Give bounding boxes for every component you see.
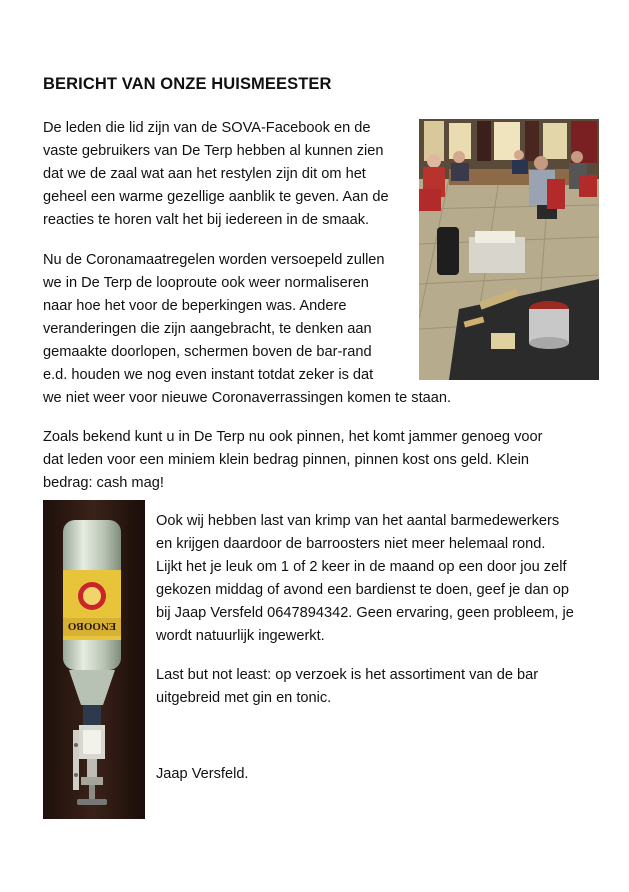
- paragraph-4-line: en krijgen daardoor de barroosters niet meer helemaal rond.: [156, 536, 546, 552]
- paragraph-2-line: we in De Terp de looproute ook weer normaliseren: [43, 275, 369, 291]
- page-title: BERICHT VAN ONZE HUISMEESTER: [43, 75, 332, 93]
- paragraph-4-line: bij Jaap Versfeld 0647894342. Geen ervaring, geen probleem, je: [156, 605, 574, 621]
- paragraph-2-line: e.d. houden we nog even instant totdat zeker is dat: [43, 367, 374, 383]
- signature: Jaap Versfeld.: [156, 766, 249, 782]
- paragraph-2-line: gemaakte doorlopen, schermen boven de bar-rand: [43, 344, 372, 360]
- paragraph-3-line: Zoals bekend kunt u in De Terp nu ook pinnen, het komt jammer genoeg voor: [43, 429, 543, 445]
- paragraph-1-line: vaste gebruikers van De Terp hebben al kunnen zien: [43, 143, 384, 159]
- paragraph-4-line: gekozen middag of avond een bardienst te doen, geef je dan op: [156, 582, 569, 598]
- paragraph-1-line: De leden die lid zijn van de SOVA-Facebook en de: [43, 120, 371, 136]
- paragraph-4-line: Lijkt het je leuk om 1 of 2 keer in de maand op een door jou zelf: [156, 559, 567, 575]
- paragraph-5-line: Last but not least: op verzoek is het assortiment van de bar: [156, 667, 539, 683]
- paragraph-3-line: dat leden voor een miniem klein bedrag pinnen, pinnen kost ons geld. Klein: [43, 452, 529, 468]
- paragraph-3-line: bedrag: cash mag!: [43, 475, 164, 491]
- paragraph-4-line: wordt natuurlijk ingewerkt.: [156, 628, 325, 644]
- paragraph-2-line: we niet weer voor nieuwe Coronaverrassingen komen te staan.: [43, 390, 452, 406]
- room-photo: [419, 119, 599, 380]
- paragraph-2-line: veranderingen die zijn aangebracht, te denken aan: [43, 321, 372, 337]
- paragraph-2-line: naar hoe het voor de beperkingen was. Andere: [43, 298, 347, 314]
- paragraph-5-line: uitgebreid met gin en tonic.: [156, 690, 332, 706]
- bottle-label: ENOOBO: [67, 620, 117, 632]
- paragraph-1-line: geheel een warme gezellige aanblik te geven. Aan de: [43, 189, 389, 205]
- paragraph-1-line: reacties te horen valt het bij iedereen in de smaak.: [43, 212, 370, 228]
- paragraph-4-line: Ook wij hebben last van krimp van het aantal barmedewerkers: [156, 513, 560, 529]
- paragraph-1-line: dat we de zaal wat aan het restylen zijn dit om het: [43, 166, 366, 182]
- paragraph-2-line: Nu de Coronamaatregelen worden versoepeld zullen: [43, 252, 385, 268]
- bottle-photo: [43, 500, 145, 819]
